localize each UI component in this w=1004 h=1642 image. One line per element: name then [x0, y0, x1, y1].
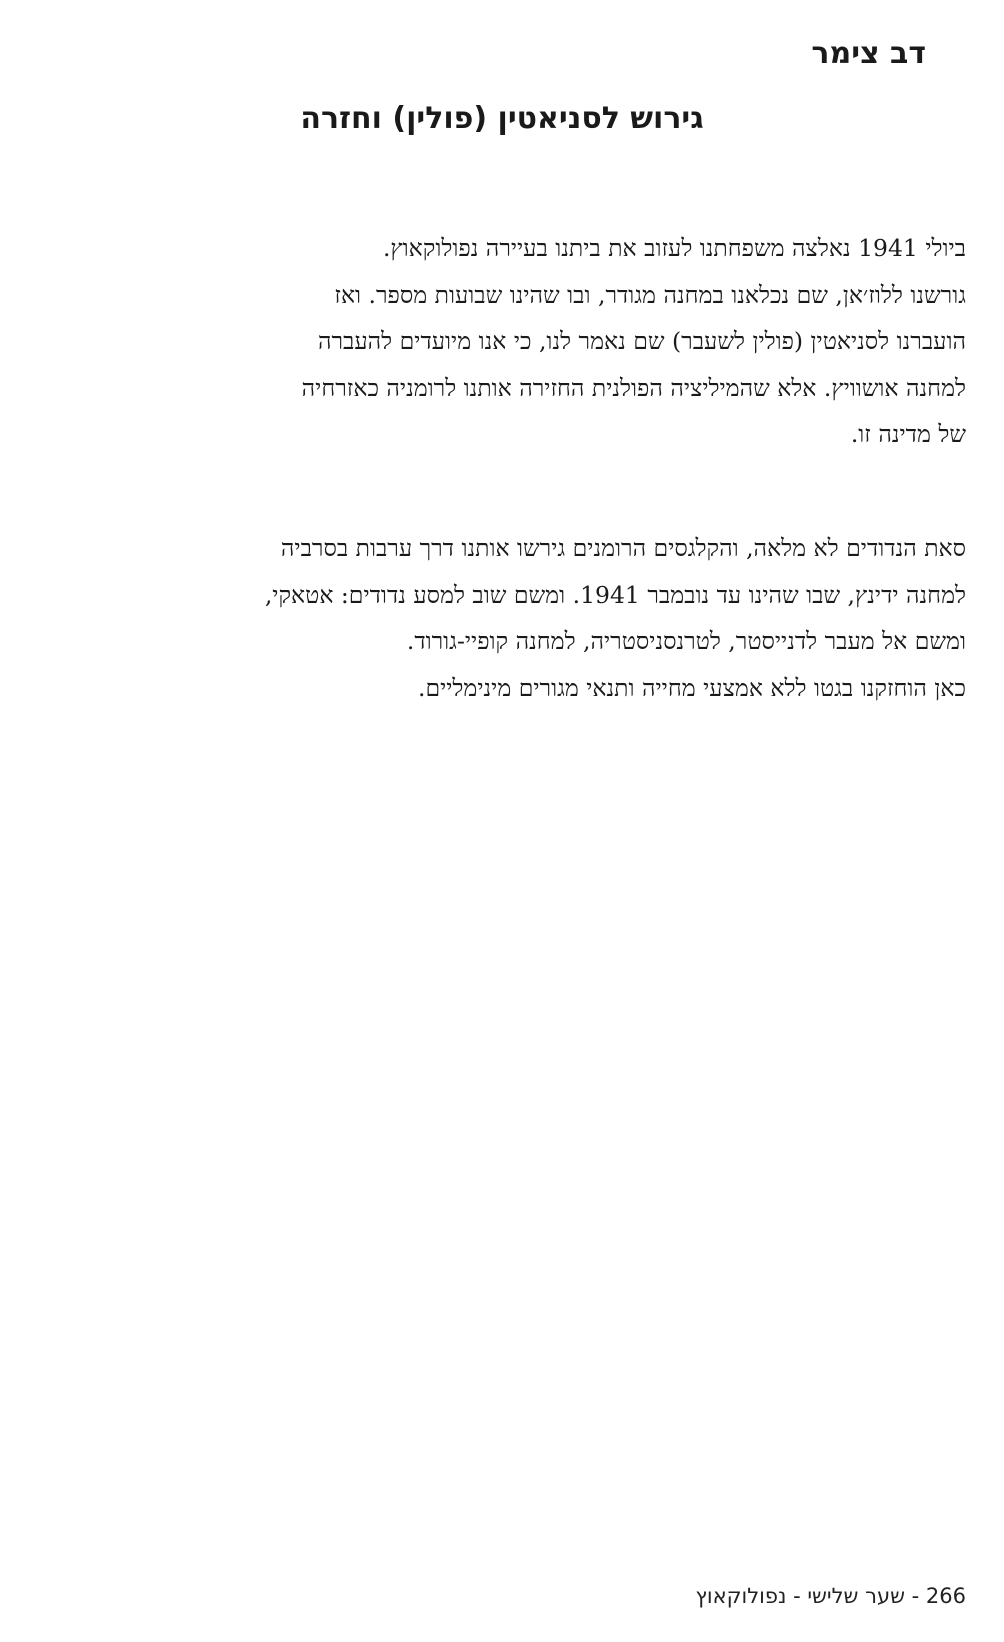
page-title: גירוש לסניאטין (פולין) וחזרה	[300, 101, 704, 136]
paragraph-line: כאן הוחזקנו בגטו ללא אמצעי מחייה ותנאי מגורים מינימליים.	[417, 673, 966, 702]
paragraph-line: הועברנו לסניאטין (פולין לשעבר) שם נאמר לנו, כי אנו מיועדים להעברה	[317, 327, 966, 355]
paragraph-2	[22, 525, 966, 711]
paragraph-line: ביולי 1941 נאלצה משפחתנו לעזוב את ביתנו בעיירה נפולוקאוץ.	[382, 234, 966, 262]
paragraph-line: למחנה ידינץ, שבו שהינו עד נובמבר 1941. ומשם שוב למסע נדודים: אטאקי,	[264, 580, 966, 609]
paragraph-line: סאת הנדודים לא מלאה, והקלגסים הרומנים גירשו אותנו דרך ערבות בסרביה	[280, 534, 966, 562]
paragraph-line: גורשנו ללוז׳אן, שם נכלאנו במחנה מגודר, ובו שהינו שבועות מספר. ואז	[334, 280, 966, 309]
paragraph-1	[22, 225, 966, 458]
author-name: דב צימר	[811, 36, 926, 71]
paragraph-line: של מדינה זו.	[850, 420, 966, 448]
page-footer: 266 - שער שלישי - נפולוקאוץ	[695, 1584, 966, 1608]
paragraph-line: למחנה אושוויץ. אלא שהמיליציה הפולנית החזירה אותנו לרומניה כאזרחיה	[301, 373, 966, 402]
paragraph-line: ומשם אל מעבר לדנייסטר, לטרנסניסטריה, למחנה קופיי-גורוד.	[406, 627, 966, 655]
